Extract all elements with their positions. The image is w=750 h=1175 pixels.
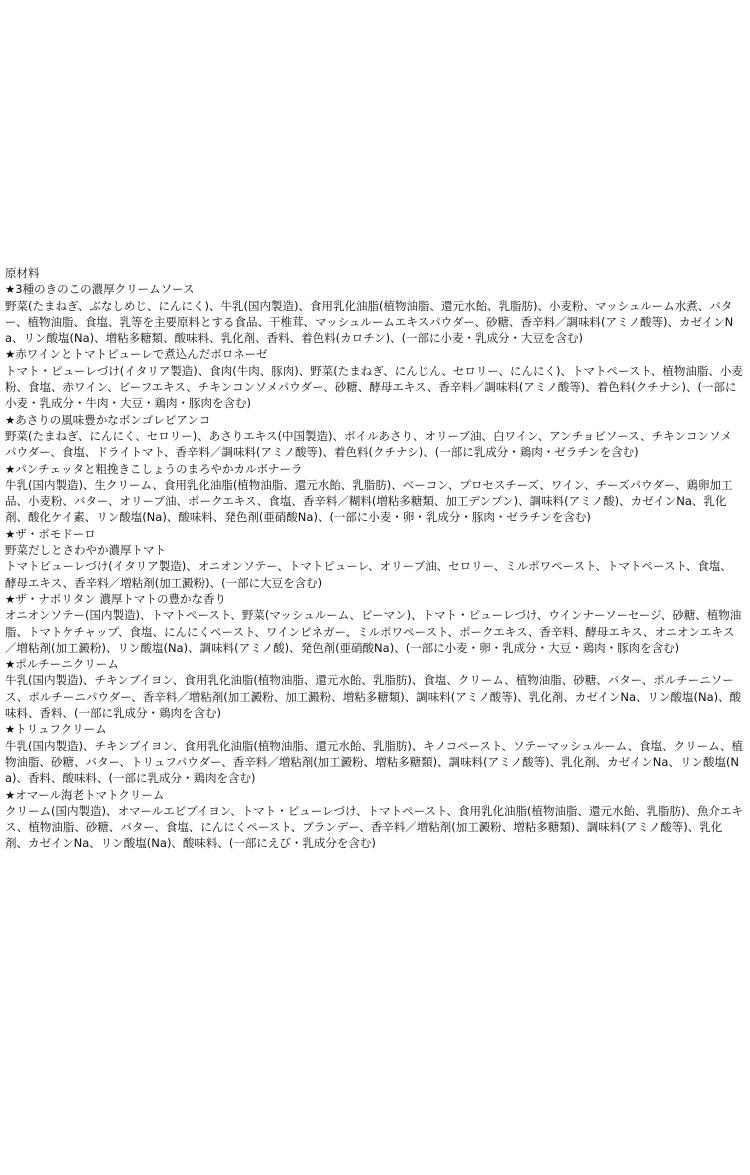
section-title: ★トリュフクリーム — [5, 722, 107, 737]
section-body: 牛乳(国内製造)、チキンブイヨン、食用乳化油脂(植物油脂、還元水飴、乳脂肪)、食塩、クリーム、植物油脂、砂糖、バター、ポルチーニソース、ポルチーニパウダー、香辛料／増粘剤(加工澱粉、加工澱粉、増粘多糖類)、調味料(アミノ酸等)、乳化剤、カゼインNa、リン酸塩(Na)、酸味料、香料、(一部に乳成分・鶏肉を含む) — [5, 673, 742, 721]
ingredients-heading: 原材料 — [5, 266, 40, 280]
section-title: ★オマール海老トマトクリーム — [5, 787, 165, 802]
section-body: オニオンソテー(国内製造)、トマトペースト、野菜(マッシュルーム、ピーマン)、トマト・ピューレづけ、ウインナーソーセージ、砂糖、植物油脂、トマトケチャップ、食塩、にんにくペースト、ワインビネガー、ミルポワペースト、ポークエキス、香辛料、酵母エキス、オニオンエキス／増粘剤(加工澱粉)、リン酸塩(Na)、調味料(アミノ酸)、発色剤(亜硝酸Na)、(一部に小麦・卵・乳成分・大豆・鶏肉・豚肉を含む) — [5, 608, 742, 655]
section-carbonara — [5, 461, 743, 526]
section-body: 野菜(たまねぎ、にんにく、セロリー)、あさりエキス(中国製造)、ボイルあさり、オリーブ油、白ワイン、アンチョビソース、チキンコンソメパウダー、食塩、ドライトマト、香辛料／調味料(アミノ酸等)、着色料(クチナシ)、(一部に乳成分・鶏肉・ゼラチンを含む) — [5, 428, 732, 460]
section-body: トマトピューレづけ(イタリア製造)、オニオンソテー、トマトピューレ、オリーブ油、セロリー、ミルポワペースト、トマトペースト、食塩、酵母エキス、香辛料／増粘剤(加工澱粉)、(一部に大豆を含む) — [5, 559, 732, 590]
section-title: ★ザ・ポモドーロ — [5, 526, 96, 541]
section-bolognese — [5, 346, 743, 411]
section-lobster-tomato-cream — [5, 787, 743, 852]
section-title: ★赤ワインとトマトピューレで煮込んだボロネーゼ — [5, 347, 268, 362]
section-title: ★3種のきのこの濃厚クリームソース — [5, 282, 195, 297]
section-pomodoro-heading — [5, 526, 743, 542]
section-body: 牛乳(国内製造)、チキンブイヨン、食用乳化油脂(植物油脂、還元水飴、乳脂肪)、キノコペースト、ソテーマッシュルーム、食塩、クリーム、植物油脂、砂糖、バター、トリュフパウダー、香辛料／増粘剤(加工澱粉、増粘多糖類)、調味料(アミノ酸等)、乳化剤、カゼインNa、リン酸塩(Na)、香料、酸味料、(一部に乳成分・鶏肉を含む) — [5, 738, 743, 786]
section-napolitan — [5, 591, 743, 656]
section-pomodoro — [5, 542, 743, 591]
section-body: トマト・ピューレづけ(イタリア製造)、食肉(牛肉、豚肉)、野菜(たまねぎ、にんじん、セロリー、にんにく)、トマトペースト、植物油脂、小麦粉、食塩、赤ワイン、ビーフエキス、チキンコンソメパウダー、砂糖、酵母エキス、香辛料／調味料(アミノ酸等)、着色料(クチナシ)、(一部に小麦・乳成分・牛肉・大豆・鶏肉・豚肉を含む) — [5, 363, 743, 411]
section-truffle-cream — [5, 721, 743, 786]
section-title: 野菜だしとさわやか濃厚トマト — [5, 543, 166, 558]
section-body: クリーム(国内製造)、オマールエビブイヨン、トマト・ピューレづけ、トマトペースト、食用乳化油脂(植物油脂、還元水飴、乳脂肪)、魚介エキス、植物油脂、砂糖、バター、食塩、にんにくペースト、ブランデー、香辛料／増粘剤(加工澱粉、増粘多糖類)、調味料(アミノ酸等)、乳化剤、カゼインNa、リン酸塩(Na)、酸味料、(一部にえび・乳成分を含む) — [5, 803, 743, 851]
section-mushroom-cream — [5, 281, 743, 346]
section-body: 牛乳(国内製造)、生クリーム、食用乳化油脂(植物油脂、還元水飴、乳脂肪)、ベーコン、プロセスチーズ、ワイン、チーズパウダー、鶏卵加工品、小麦粉、バター、オリーブ油、ポークエキス、食塩、香辛料／糊料(増粘多糖類、加工デンプン)、調味料(アミノ酸)、カゼインNa、乳化剤、酸化ケイ素、リン酸塩(Na)、酸味料、発色剤(亜硝酸Na)、(一部に小麦・卵・乳成分・豚肉・ゼラチンを含む) — [5, 477, 733, 525]
section-title: ★ザ・ナポリタン 濃厚トマトの豊かな香り — [5, 591, 226, 606]
section-porcini-cream — [5, 656, 743, 721]
section-vongole-bianco — [5, 412, 743, 461]
section-title: ★ポルチーニクリーム — [5, 657, 119, 672]
section-title: ★パンチェッタと粗挽きこしょうのまろやかカルボナーラ — [5, 461, 303, 476]
section-body: 野菜(たまねぎ、ぶなしめじ、にんにく)、牛乳(国内製造)、食用乳化油脂(植物油脂、還元水飴、乳脂肪)、小麦粉、マッシュルーム水煮、バター、植物油脂、食塩、乳等を主要原料とする食品、干椎茸、マッシュルームエキスパウダー、砂糖、香辛料／調味料(アミノ酸等)、カゼインNa、リン酸塩(Na)、増粘多糖類、酸味料、乳化剤、香料、着色料(カロチン)、(一部に小麦・乳成分・大豆を含む) — [5, 298, 734, 346]
section-title: ★あさりの風味豊かなボンゴレビアンコ — [5, 412, 211, 427]
ingredients-document — [5, 265, 743, 852]
